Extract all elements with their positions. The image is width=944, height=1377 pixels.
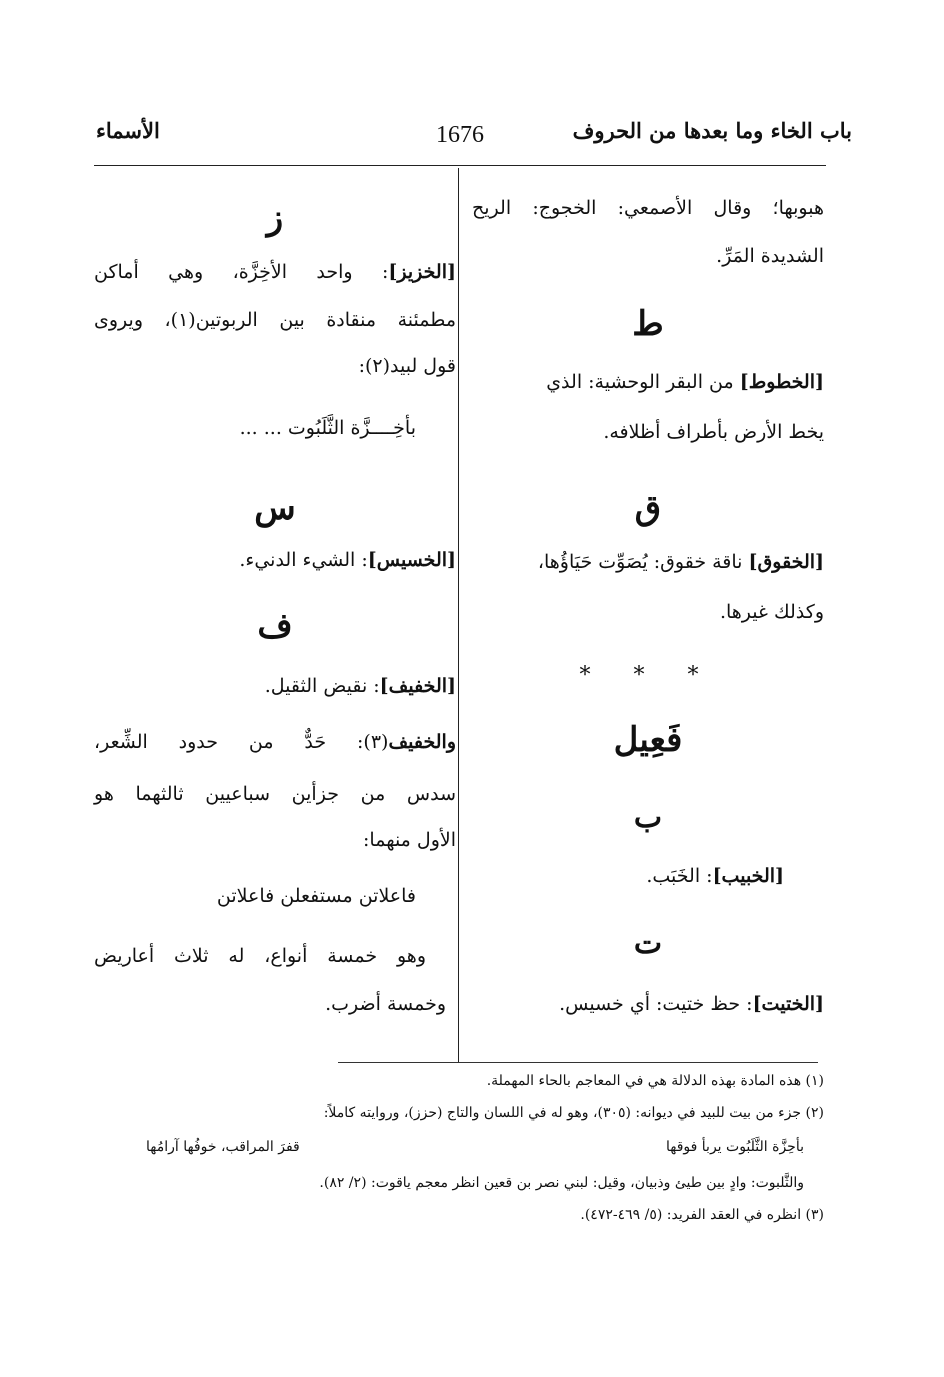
header-rule (94, 165, 826, 166)
definition: : واحد الأخِزَّة، وهي أماكن (94, 261, 389, 283)
headword: [الخبيب] (712, 865, 784, 887)
section-letter-fa: ف (257, 606, 293, 646)
footnote-rule (338, 1062, 818, 1063)
footnote-1: (١) هذه المادة بهذه الدلالة هي في المعاجم بالحاء المهملة. (486, 1073, 824, 1089)
text-line: الأول منهما: (363, 829, 456, 851)
section-letter-qaf: ق (634, 488, 662, 528)
page-number: 1676 (436, 122, 484, 148)
text-line: قول لبيد(٢): (358, 355, 456, 377)
section-letter-sin: س (254, 488, 296, 528)
headword: [الخزيز] (388, 261, 456, 283)
text-line: الشديدة المَرِّ. (716, 245, 824, 267)
running-header-section: الأسماء (96, 118, 160, 143)
verse-line: بأخِــــزَّة الثَّلَبُوت ... ... (239, 417, 416, 439)
section-letter-zay: ز (266, 198, 284, 238)
section-letter-ba: ب (633, 800, 663, 835)
footnote-3: (٣) انظره في العقد الفريد: (٥/ ٤٦٩-٤٧٢). (580, 1207, 824, 1223)
entry-khatit (559, 995, 824, 1014)
entry-khabib (646, 867, 784, 886)
entry-khaziz (94, 263, 456, 282)
footnote-verse-first-hemistich: بأحِزَّة الثَّلَبُوت يربأ فوقها (666, 1139, 804, 1155)
definition: : الخَبَب. (646, 865, 713, 887)
footnote-2-note: والثَّلبوت: وادٍ بين طيئ وذبيان، وقيل: لبني نصر بن قعين انظر معجم ياقوت: (٢/ ٨٢). (319, 1175, 804, 1191)
headword: [الخطوط] (739, 371, 824, 393)
running-header-chapter: باب الخاء وما بعدها من الحروف (572, 118, 852, 143)
headword: [الخسيس] (367, 549, 456, 571)
definition: : نقيض الثقيل. (264, 675, 380, 697)
text-line: سدس من جزأين سباعيين ثالثهما هو (94, 783, 456, 805)
definition: (٣): حَدٌّ من حدود الشِّعر، (94, 731, 389, 753)
text-line: مطمئنة منقادة بين الربوتين(١)، ويروى (94, 309, 456, 331)
text-line: وخمسة أضرب. (325, 993, 446, 1015)
definition: : الشيء الدنيء. (239, 549, 368, 571)
definition: : حظ ختيت: أي خسيس. (559, 993, 753, 1015)
meter-line: فاعلاتن مستفعلن فاعلاتن (216, 885, 416, 907)
footnote-verse-second-hemistich: قفرَ المراقب، خوفُها آرامُها (146, 1139, 300, 1155)
entry-khaquq (538, 553, 824, 572)
entry-khafif (265, 677, 456, 696)
entry-khafif-meter (94, 733, 456, 752)
text-line: هبوبها؛ وقال الأصمعي: الخجوج: الريح (472, 197, 824, 219)
text-line: يخط الأرض بأطراف أظلافه. (603, 421, 824, 443)
definition: من البقر الوحشية: الذي (546, 371, 734, 393)
section-letter-taa: ت (633, 926, 663, 961)
headword: [الخقوق] (748, 551, 824, 573)
footnote-2: (٢) جزء من بيت للبيد في ديوانه: (٣٠٥)، وهو له في اللسان والتاج (حزز)، وروايته كاملاً: (323, 1105, 824, 1121)
definition: ناقة خقوق: يُصَوِّت حَيَاؤُها، (537, 551, 743, 573)
pattern-heading: فَعِيل (613, 720, 683, 760)
headword: [الختيت] (752, 993, 824, 1015)
section-separator-stars: * * * (579, 663, 717, 688)
headword: والخفيف (388, 731, 456, 753)
headword: [الخفيف] (379, 675, 456, 697)
entry-khasis (239, 551, 456, 570)
text-line: وكذلك غيرها. (719, 601, 824, 623)
entry-khatut (546, 373, 824, 392)
column-divider (458, 168, 459, 1063)
section-letter-ta: ط (632, 304, 664, 344)
text-line: وهو خمسة أنواع، له ثلاث أعاريض (94, 945, 426, 967)
